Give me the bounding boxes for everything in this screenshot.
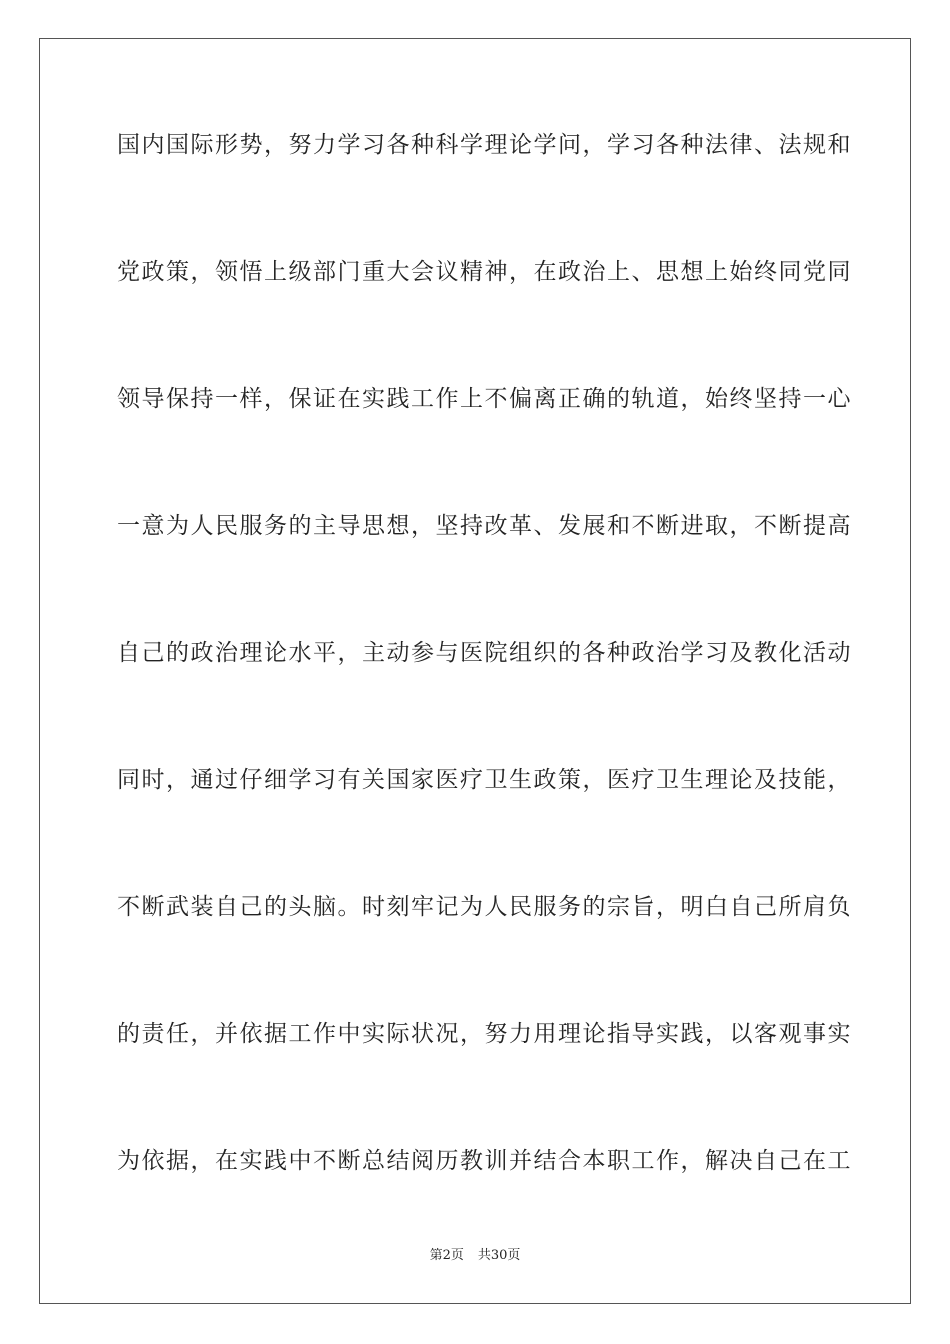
page-total: 共30页 xyxy=(477,1248,521,1263)
text-line: 为依据，在实践中不断总结阅历教训并结合本职工作，解决自己在工 xyxy=(117,1148,852,1174)
text-line: 国内国际形势，努力学习各种科学理论学问，学习各种法律、法规和 xyxy=(117,132,852,158)
document-body xyxy=(117,130,852,1273)
page-footer xyxy=(0,1247,950,1265)
text-line: 一意为人民服务的主导思想，坚持改革、发展和不断进取，不断提高 xyxy=(117,513,852,539)
text-line: 自己的政治理论水平，主动参与医院组织的各种政治学习及教化活动 xyxy=(117,640,852,666)
text-line: 同时，通过仔细学习有关国家医疗卫生政策，医疗卫生理论及技能， xyxy=(117,767,852,793)
text-line: 的责任，并依据工作中实际状况，努力用理论指导实践，以客观事实 xyxy=(117,1021,852,1047)
text-line: 不断武装自己的头脑。时刻牢记为人民服务的宗旨，明白自己所肩负 xyxy=(117,894,852,920)
text-line: 党政策，领悟上级部门重大会议精神，在政治上、思想上始终同党同 xyxy=(117,259,852,285)
text-line: 领导保持一样，保证在实践工作上不偏离正确的轨道，始终坚持一心 xyxy=(117,386,852,412)
page-number: 第2页 xyxy=(429,1248,464,1263)
